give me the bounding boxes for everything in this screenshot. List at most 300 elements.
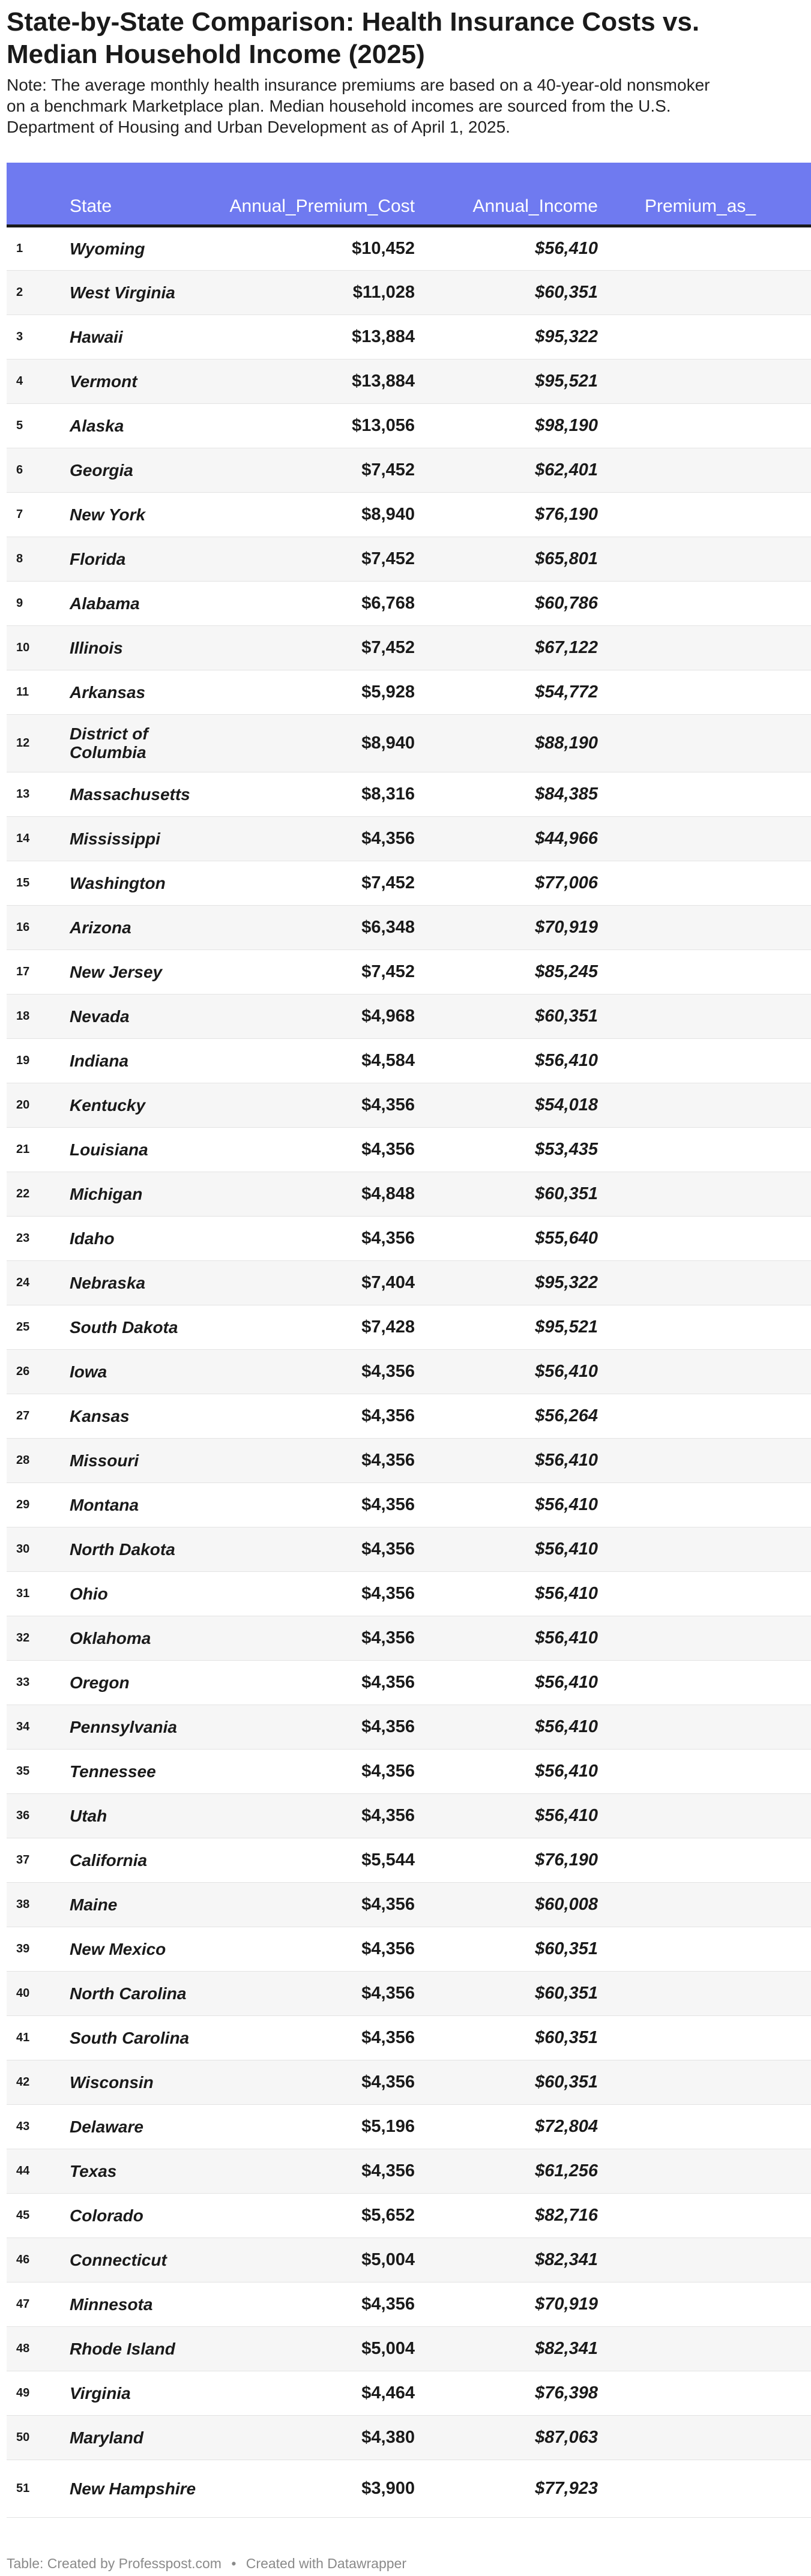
premium-cell: $7,452 — [361, 460, 415, 480]
rank-cell: 36 — [16, 1808, 30, 1822]
income-cell: $82,341 — [535, 2338, 598, 2358]
state-cell: Oregon — [70, 1673, 130, 1692]
income-cell: $60,351 — [535, 1184, 598, 1203]
premium-cell: $4,848 — [361, 1184, 415, 1203]
premium-cell: $4,380 — [361, 2427, 415, 2447]
premium-pct-cell — [604, 2282, 811, 2326]
rank-cell: 46 — [16, 2252, 30, 2266]
table-row — [7, 1394, 811, 1438]
premium-cell: $8,940 — [361, 733, 415, 753]
state-cell: Alabama — [70, 594, 140, 613]
premium-pct-cell — [604, 581, 811, 625]
state-cell: Alaska — [70, 416, 124, 435]
premium-pct-cell — [604, 1083, 811, 1127]
premium-cell: $13,884 — [352, 371, 415, 391]
rank-cell: 41 — [16, 2030, 30, 2044]
income-cell: $60,786 — [535, 593, 598, 613]
state-cell: Montana — [70, 1495, 139, 1514]
table-row — [7, 1971, 811, 2015]
state-cell: Virginia — [70, 2383, 131, 2403]
table-row — [7, 1749, 811, 1793]
rank-cell: 50 — [16, 2430, 30, 2444]
premium-cell: $11,028 — [352, 282, 415, 302]
premium-pct-cell — [604, 1971, 811, 2015]
rank-cell: 20 — [16, 1098, 30, 1112]
state-cell: North Carolina — [70, 1984, 187, 2003]
premium-cell: $4,968 — [361, 1006, 415, 1026]
income-cell: $70,919 — [535, 917, 598, 937]
premium-pct-cell — [604, 1349, 811, 1394]
premium-pct-cell — [604, 1438, 811, 1482]
table-row — [7, 2326, 811, 2371]
premium-pct-cell — [604, 2460, 811, 2517]
state-cell: Kentucky — [70, 1095, 146, 1115]
table-row — [7, 1260, 811, 1305]
premium-pct-cell — [604, 1127, 811, 1172]
premium-cell: $4,356 — [361, 1406, 415, 1425]
income-cell: $56,410 — [535, 1361, 598, 1381]
premium-cell: $7,404 — [361, 1272, 415, 1292]
premium-cell: $4,356 — [361, 1139, 415, 1159]
rank-cell: 29 — [16, 1497, 30, 1511]
income-cell: $60,351 — [535, 1983, 598, 2003]
premium-cell: $4,464 — [361, 2383, 415, 2403]
income-cell: $95,322 — [535, 327, 598, 346]
rank-cell: 2 — [16, 285, 23, 299]
state-cell: North Dakota — [70, 1539, 175, 1559]
income-cell: $60,008 — [535, 1894, 598, 1914]
state-cell: Oklahoma — [70, 1628, 151, 1648]
premium-cell: $3,900 — [361, 2478, 415, 2498]
footer-separator: • — [231, 2556, 237, 2571]
premium-cell: $4,356 — [361, 1450, 415, 1470]
column-header-state[interactable]: State — [70, 163, 220, 226]
income-cell: $54,772 — [535, 682, 598, 702]
premium-cell: $5,652 — [361, 2205, 415, 2225]
state-cell: Colorado — [70, 2206, 143, 2225]
rank-cell: 16 — [16, 920, 30, 934]
premium-pct-cell — [604, 1660, 811, 1705]
rank-cell: 22 — [16, 1187, 30, 1200]
table-row — [7, 1127, 811, 1172]
premium-pct-cell — [604, 861, 811, 905]
income-cell: $53,435 — [535, 1139, 598, 1159]
premium-cell: $6,348 — [361, 917, 415, 937]
table-row — [7, 861, 811, 905]
table-row — [7, 1438, 811, 1482]
premium-pct-cell — [604, 1571, 811, 1616]
premium-pct-cell — [604, 2104, 811, 2149]
state-cell: Illinois — [70, 638, 123, 657]
premium-cell: $4,356 — [361, 1583, 415, 1603]
premium-cell: $4,356 — [361, 1717, 415, 1736]
rank-cell: 51 — [16, 2481, 30, 2495]
state-cell: Maine — [70, 1895, 118, 1914]
premium-cell: $4,356 — [361, 1761, 415, 1781]
income-cell: $76,190 — [535, 1850, 598, 1870]
premium-pct-cell — [604, 1260, 811, 1305]
premium-cell: $7,452 — [361, 637, 415, 657]
rank-cell: 27 — [16, 1409, 30, 1422]
table-row — [7, 2415, 811, 2460]
income-cell: $95,521 — [535, 371, 598, 391]
table-row — [7, 403, 811, 448]
rank-cell: 12 — [16, 736, 30, 750]
data-table — [7, 163, 811, 2518]
rank-cell: 43 — [16, 2119, 30, 2133]
state-cell: Arizona — [70, 918, 131, 937]
state-cell: Louisiana — [70, 1140, 148, 1159]
premium-pct-cell — [604, 1616, 811, 1660]
column-header-annual-income[interactable]: Annual_Income — [421, 163, 604, 226]
premium-cell: $4,356 — [361, 1628, 415, 1648]
rank-cell: 9 — [16, 596, 23, 610]
table-row — [7, 1705, 811, 1749]
premium-cell: $4,356 — [361, 1983, 415, 2003]
table-container[interactable] — [7, 163, 756, 2530]
premium-cell: $4,356 — [361, 2072, 415, 2092]
premium-pct-cell — [604, 2149, 811, 2193]
premium-pct-cell — [604, 1038, 811, 1083]
column-header-annual-premium-cost[interactable]: Annual_Premium_Cost — [220, 163, 421, 226]
table-row — [7, 994, 811, 1038]
table-row — [7, 2060, 811, 2104]
income-cell: $60,351 — [535, 1939, 598, 1958]
table-row — [7, 1038, 811, 1083]
premium-cell: $13,884 — [352, 327, 415, 346]
premium-pct-cell — [604, 2060, 811, 2104]
premium-pct-cell — [604, 270, 811, 314]
rank-cell: 14 — [16, 831, 30, 845]
income-cell: $56,410 — [535, 1450, 598, 1470]
table-row — [7, 448, 811, 492]
premium-cell: $4,356 — [361, 2027, 415, 2047]
income-cell: $44,966 — [535, 828, 598, 848]
premium-pct-cell — [604, 2015, 811, 2060]
table-row — [7, 270, 811, 314]
premium-cell: $5,004 — [361, 2249, 415, 2269]
table-row — [7, 1482, 811, 1527]
table-row — [7, 2104, 811, 2149]
state-cell: Ohio — [70, 1584, 108, 1603]
state-cell: Arkansas — [70, 682, 146, 702]
income-cell: $72,804 — [535, 2116, 598, 2136]
column-header-premium-as[interactable]: Premium_as_ — [604, 163, 811, 226]
premium-cell: $10,452 — [352, 238, 415, 258]
table-row — [7, 1882, 811, 1927]
premium-pct-cell — [604, 905, 811, 949]
income-cell: $98,190 — [535, 415, 598, 435]
rank-cell: 32 — [16, 1631, 30, 1645]
premium-pct-cell — [604, 1838, 811, 1882]
premium-cell: $5,544 — [361, 1850, 415, 1870]
state-cell: Maryland — [70, 2428, 143, 2447]
premium-cell: $4,356 — [361, 828, 415, 848]
premium-pct-cell — [604, 625, 811, 670]
table-row — [7, 1616, 811, 1660]
income-cell: $70,919 — [535, 2294, 598, 2314]
table-row — [7, 1305, 811, 1349]
income-cell: $95,521 — [535, 1317, 598, 1337]
table-row — [7, 492, 811, 537]
premium-cell: $7,452 — [361, 549, 415, 568]
income-cell: $85,245 — [535, 961, 598, 981]
income-cell: $82,341 — [535, 2249, 598, 2269]
rank-cell: 49 — [16, 2386, 30, 2400]
rank-cell: 3 — [16, 330, 23, 343]
state-cell: Iowa — [70, 1362, 107, 1381]
income-cell: $54,018 — [535, 1095, 598, 1115]
rank-cell: 35 — [16, 1764, 30, 1778]
rank-cell: 23 — [16, 1231, 30, 1245]
rank-cell: 28 — [16, 1453, 30, 1467]
table-row — [7, 1216, 811, 1260]
table-row — [7, 2237, 811, 2282]
premium-pct-cell — [604, 2326, 811, 2371]
rank-cell: 37 — [16, 1853, 30, 1867]
table-row — [7, 226, 811, 270]
income-cell: $56,410 — [535, 1672, 598, 1692]
state-cell: Massachusetts — [70, 784, 190, 804]
income-cell: $65,801 — [535, 549, 598, 568]
premium-cell: $7,452 — [361, 873, 415, 892]
state-cell: New York — [70, 505, 146, 524]
table-row — [7, 1571, 811, 1616]
state-cell: Mississippi — [70, 829, 160, 848]
income-cell: $56,264 — [535, 1406, 598, 1425]
income-cell: $82,716 — [535, 2205, 598, 2225]
premium-cell: $7,428 — [361, 1317, 415, 1337]
rank-cell: 1 — [16, 241, 23, 255]
premium-cell: $5,196 — [361, 2116, 415, 2136]
premium-cell: $4,356 — [361, 1539, 415, 1559]
rank-cell: 6 — [16, 463, 23, 477]
footer — [7, 2556, 406, 2572]
income-cell: $62,401 — [535, 460, 598, 480]
premium-pct-cell — [604, 816, 811, 861]
state-cell: Tennessee — [70, 1762, 156, 1781]
rank-cell: 26 — [16, 1364, 30, 1378]
premium-cell: $5,928 — [361, 682, 415, 702]
table-row — [7, 2371, 811, 2415]
income-cell: $77,923 — [535, 2478, 598, 2498]
premium-cell: $4,584 — [361, 1050, 415, 1070]
income-cell: $67,122 — [535, 637, 598, 657]
premium-cell: $4,356 — [361, 1805, 415, 1825]
state-cell: New Mexico — [70, 1939, 166, 1958]
premium-pct-cell — [604, 1527, 811, 1571]
footer-tool: Created with Datawrapper — [246, 2556, 406, 2571]
premium-cell: $7,452 — [361, 961, 415, 981]
rank-cell: 5 — [16, 418, 23, 432]
table-row — [7, 2015, 811, 2060]
table-row — [7, 1172, 811, 1216]
state-cell: South Carolina — [70, 2028, 190, 2047]
rank-cell: 39 — [16, 1942, 30, 1955]
rank-cell: 48 — [16, 2341, 30, 2355]
premium-pct-cell — [604, 670, 811, 714]
premium-pct-cell — [604, 226, 811, 270]
premium-cell: $6,768 — [361, 593, 415, 613]
income-cell: $88,190 — [535, 733, 598, 753]
premium-cell: $4,356 — [361, 2161, 415, 2180]
state-cell: Nevada — [70, 1007, 130, 1026]
table-row — [7, 359, 811, 403]
column-header-rank[interactable] — [7, 163, 70, 226]
state-cell: Indiana — [70, 1051, 129, 1070]
premium-pct-cell — [604, 949, 811, 994]
income-cell: $60,351 — [535, 2027, 598, 2047]
income-cell: $60,351 — [535, 2072, 598, 2092]
income-cell: $56,410 — [535, 238, 598, 258]
table-row — [7, 1838, 811, 1882]
income-cell: $56,410 — [535, 1583, 598, 1603]
table-note: Note: The average monthly health insurance premiums are based on a 40-year-old nonsmoker on a benchmark Marketplace plan. Median household incomes are sourced from the U.S. Department of Housing and Urban Development as of April 1, 2025. — [7, 76, 710, 136]
state-cell: South Dakota — [70, 1317, 178, 1337]
rank-cell: 44 — [16, 2164, 30, 2177]
income-cell: $56,410 — [535, 1717, 598, 1736]
table-row — [7, 2193, 811, 2237]
state-cell: Pennsylvania — [70, 1717, 177, 1736]
state-cell: New Hampshire — [70, 2479, 196, 2498]
premium-cell: $13,056 — [352, 415, 415, 435]
income-cell: $56,410 — [535, 1761, 598, 1781]
table-row — [7, 1660, 811, 1705]
premium-pct-cell — [604, 1705, 811, 1749]
table-row — [7, 1793, 811, 1838]
state-cell: New Jersey — [70, 962, 163, 981]
state-cell: Georgia — [70, 460, 133, 480]
premium-pct-cell — [604, 2193, 811, 2237]
state-cell: Wisconsin — [70, 2072, 154, 2092]
income-cell: $56,410 — [535, 1628, 598, 1648]
rank-cell: 7 — [16, 507, 23, 521]
premium-pct-cell — [604, 2415, 811, 2460]
income-cell: $60,351 — [535, 282, 598, 302]
income-cell: $56,410 — [535, 1539, 598, 1559]
rank-cell: 13 — [16, 787, 30, 801]
table-row — [7, 816, 811, 861]
rank-cell: 11 — [16, 685, 29, 699]
rank-cell: 25 — [16, 1320, 30, 1334]
income-cell: $77,006 — [535, 873, 598, 892]
state-cell: Washington — [70, 873, 166, 892]
rank-cell: 31 — [16, 1586, 30, 1600]
premium-cell: $5,004 — [361, 2338, 415, 2358]
state-cell: Texas — [70, 2161, 117, 2180]
state-cell: Michigan — [70, 1184, 143, 1203]
page-title: State-by-State Comparison: Health Insurance Costs vs. Median Household Income (2025) — [7, 7, 700, 69]
rank-cell: 10 — [16, 640, 30, 654]
state-cell: Minnesota — [70, 2295, 153, 2314]
income-cell: $56,410 — [535, 1050, 598, 1070]
state-cell: Rhode Island — [70, 2339, 175, 2358]
income-cell: $56,410 — [535, 1494, 598, 1514]
table-row — [7, 625, 811, 670]
rank-cell: 15 — [16, 876, 30, 889]
premium-pct-cell — [604, 359, 811, 403]
state-cell: Kansas — [70, 1406, 130, 1425]
premium-pct-cell — [604, 1394, 811, 1438]
table-header-row — [7, 163, 811, 226]
state-cell: Nebraska — [70, 1273, 146, 1292]
premium-cell: $8,940 — [361, 504, 415, 524]
premium-cell: $4,356 — [361, 1361, 415, 1381]
table-row — [7, 1083, 811, 1127]
rank-cell: 19 — [16, 1053, 30, 1067]
premium-pct-cell — [604, 1882, 811, 1927]
footer-credit: Table: Created by Professpost.com — [7, 2556, 222, 2571]
table-row — [7, 314, 811, 359]
table-row — [7, 714, 811, 772]
premium-cell: $4,356 — [361, 1228, 415, 1248]
rank-cell: 30 — [16, 1542, 30, 1556]
premium-pct-cell — [604, 2237, 811, 2282]
premium-pct-cell — [604, 314, 811, 359]
income-cell: $95,322 — [535, 1272, 598, 1292]
income-cell: $56,410 — [535, 1805, 598, 1825]
premium-pct-cell — [604, 2371, 811, 2415]
rank-cell: 38 — [16, 1897, 30, 1911]
rank-cell: 33 — [16, 1675, 30, 1689]
premium-pct-cell — [604, 1482, 811, 1527]
rank-cell: 45 — [16, 2208, 30, 2222]
income-cell: $76,190 — [535, 504, 598, 524]
premium-cell: $4,356 — [361, 1672, 415, 1692]
premium-pct-cell — [604, 537, 811, 581]
table-row — [7, 670, 811, 714]
premium-pct-cell — [604, 1216, 811, 1260]
premium-pct-cell — [604, 714, 811, 772]
rank-cell: 47 — [16, 2297, 30, 2311]
income-cell: $55,640 — [535, 1228, 598, 1248]
table-row — [7, 772, 811, 816]
income-cell: $87,063 — [535, 2427, 598, 2447]
rank-cell: 24 — [16, 1275, 30, 1289]
state-cell: Idaho — [70, 1229, 115, 1248]
state-cell: Wyoming — [70, 239, 145, 258]
table-row — [7, 581, 811, 625]
premium-cell: $4,356 — [361, 2294, 415, 2314]
state-cell: Missouri — [70, 1451, 139, 1470]
premium-cell: $4,356 — [361, 1095, 415, 1115]
premium-pct-cell — [604, 1749, 811, 1793]
table-row — [7, 1527, 811, 1571]
income-cell: $84,385 — [535, 784, 598, 804]
premium-cell: $4,356 — [361, 1939, 415, 1958]
table-row — [7, 1927, 811, 1971]
table-row — [7, 949, 811, 994]
rank-cell: 40 — [16, 1986, 30, 2000]
rank-cell: 4 — [16, 374, 23, 388]
state-cell: Utah — [70, 1806, 107, 1825]
table-row — [7, 537, 811, 581]
premium-pct-cell — [604, 403, 811, 448]
table-row — [7, 2149, 811, 2193]
premium-pct-cell — [604, 492, 811, 537]
premium-pct-cell — [604, 772, 811, 816]
premium-pct-cell — [604, 1927, 811, 1971]
premium-pct-cell — [604, 448, 811, 492]
premium-cell: $4,356 — [361, 1494, 415, 1514]
premium-pct-cell — [604, 1172, 811, 1216]
table-row — [7, 2460, 811, 2517]
table-row — [7, 2282, 811, 2326]
rank-cell: 21 — [16, 1142, 30, 1156]
state-cell: Delaware — [70, 2117, 143, 2136]
state-cell: West Virginia — [70, 283, 175, 302]
state-cell: California — [70, 1850, 148, 1870]
